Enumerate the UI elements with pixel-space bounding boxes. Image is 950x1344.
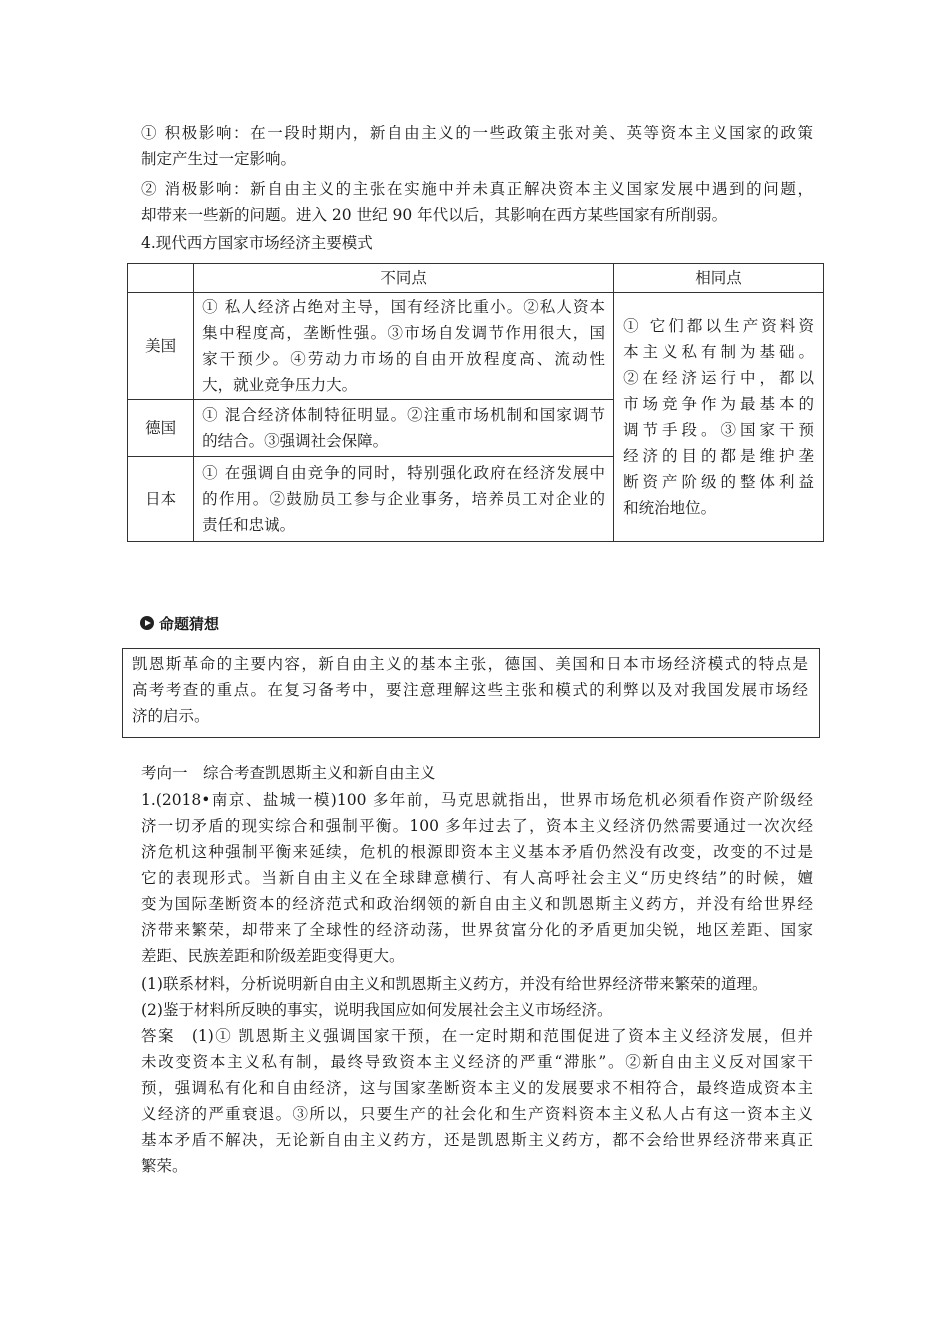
cell-line: ① 在强调自由竞争的同时，特别强化政府在经济发展中 [202, 464, 606, 482]
market-economy-models-table [127, 263, 824, 542]
country-germany: 德国 [128, 400, 194, 457]
heading-text: 4.现代西方国家市场经济主要模式 [141, 234, 373, 252]
text-line: 答案 (1)① 凯恩斯主义强调国家干预，在一定时期和范围促进了资本主义经济发展，但并 [141, 1027, 813, 1045]
prediction-box [122, 648, 820, 738]
text-line: 1.(2018•南京、盐城一模)100 多年前，马克思就指出，世界市场危机必须看作资产阶级经 [141, 791, 813, 809]
cell-line: 调节手段。③国家干预 [623, 421, 814, 439]
text-line: 差距、民族差距和阶级差距变得更大。 [141, 947, 405, 965]
text-line: ② 消极影响：新自由主义的主张在实施中并未真正解决资本主义国家发展中遇到的问题， [141, 180, 813, 198]
question-stem [141, 787, 813, 969]
text-line: 却带来一些新的问题。进入 20 世纪 90 年代以后，其影响在西方某些国家有所削弱。 [141, 206, 728, 224]
sub-question-1 [141, 971, 813, 997]
positive-impact-paragraph [141, 120, 813, 172]
text-line: 高考考查的重点。在复习备考中，要注意理解这些主张和模式的利弊以及对我国发展市场经 [132, 681, 808, 699]
cell-line: 大，就业竞争压力大。 [202, 376, 358, 394]
text-line: 预，强调私有化和自由经济，这与国家垄断资本主义的发展要求不相符合，最终造成资本主 [141, 1079, 813, 1097]
cell-line: 责任和忠诚。 [202, 516, 296, 534]
similarities-cell [614, 293, 824, 542]
text-line: 未改变资本主义私有制，最终导致资本主义经济的严重“滞胀”。②新自由主义反对国家干 [141, 1053, 813, 1071]
text-line: 繁荣。 [141, 1157, 188, 1175]
cell-line: ① 私人经济占绝对主导，国有经济比重小。②私人资本 [202, 298, 606, 316]
question-direction [141, 760, 813, 786]
header-differences: 不同点 [194, 264, 614, 293]
cell-line: 家干预少。④劳动力市场的自由开放程度高、流动性 [202, 350, 606, 368]
cell-line: 经济的目的都是维护垄 [623, 447, 814, 465]
germany-differences-cell [194, 400, 614, 457]
cell-line: 的结合。③强调社会保障。 [202, 432, 389, 450]
cell-line: ① 混合经济体制特征明显。②注重市场机制和国家调节 [202, 406, 606, 424]
sub-question-2 [141, 997, 813, 1023]
text-line: 变为国际垄断资本的经济范式和政治纲领的新自由主义和凯恩斯主义药方，并没有给世界经 [141, 895, 813, 913]
usa-differences-cell [194, 293, 614, 400]
play-circle-icon [140, 616, 154, 630]
japan-differences-cell [194, 457, 614, 542]
text-line: 济的启示。 [132, 707, 210, 725]
header-blank-cell [128, 264, 194, 293]
text-line: 凯恩斯革命的主要内容，新自由主义的基本主张，德国、美国和日本市场经济模式的特点是 [132, 655, 808, 673]
cell-line: 市场竞争作为最基本的 [623, 395, 814, 413]
text-line: 它的表现形式。当新自由主义在全球肆意横行、有人高呼社会主义“历史终结”的时候，嬗 [141, 869, 813, 887]
text-line: 济危机这种强制平衡来延续，危机的根源即资本主义基本矛盾仍然没有改变，改变的不过是 [141, 843, 813, 861]
text-line: 制定产生过一定影响。 [141, 150, 297, 168]
cell-line: 断资产阶级的整体利益 [623, 473, 814, 491]
cell-line: 集中程度高，垄断性强。③市场自发调节作用很大，国 [202, 324, 606, 342]
header-similarities: 相同点 [614, 264, 824, 293]
cell-line: 本主义私有制为基础。 [623, 343, 814, 361]
negative-impact-paragraph [141, 176, 813, 228]
table-header-row [128, 264, 824, 293]
text-line: 基本矛盾不解决，无论新自由主义药方，还是凯恩斯主义药方，都不会给世界经济带来真正 [141, 1131, 813, 1149]
section-heading-4 [141, 230, 813, 256]
prediction-text [132, 651, 808, 729]
cell-line: ① 它们都以生产资料资 [623, 317, 814, 335]
text-line: 济一切矛盾的现实综合和强制平衡。100 多年过去了，资本主义经济仍然需要通过一次次经 [141, 817, 813, 835]
section-header [140, 611, 219, 635]
cell-line: 的作用。②鼓励员工参与企业事务，培养员工对企业的 [202, 490, 606, 508]
text-line: 济带来繁荣，却带来了全球性的经济动荡，世界贫富分化的矛盾更加尖锐，地区差距、国家 [141, 921, 813, 939]
text-line: 义经济的严重衰退。③所以，只要生产的社会化和生产资料资本主义私人占有这一资本主义 [141, 1105, 813, 1123]
text-line: ① 积极影响：在一段时期内，新自由主义的一些政策主张对美、英等资本主义国家的政策 [141, 124, 813, 142]
country-japan: 日本 [128, 457, 194, 542]
sub-question-text: (2)鉴于材料所反映的事实，说明我国应如何发展社会主义市场经济。 [141, 1001, 613, 1019]
cell-line: ②在经济运行中，都以 [623, 369, 814, 387]
direction-text: 考向一 综合考查凯恩斯主义和新自由主义 [141, 764, 436, 782]
sub-question-text: (1)联系材料，分析说明新自由主义和凯恩斯主义药方，并没有给世界经济带来繁荣的道理。 [141, 975, 768, 993]
answer-paragraph [141, 1023, 813, 1179]
cell-line: 和统治地位。 [623, 499, 717, 517]
table-row-usa [128, 293, 824, 400]
section-title: 命题猜想 [159, 614, 220, 633]
country-usa: 美国 [128, 293, 194, 400]
